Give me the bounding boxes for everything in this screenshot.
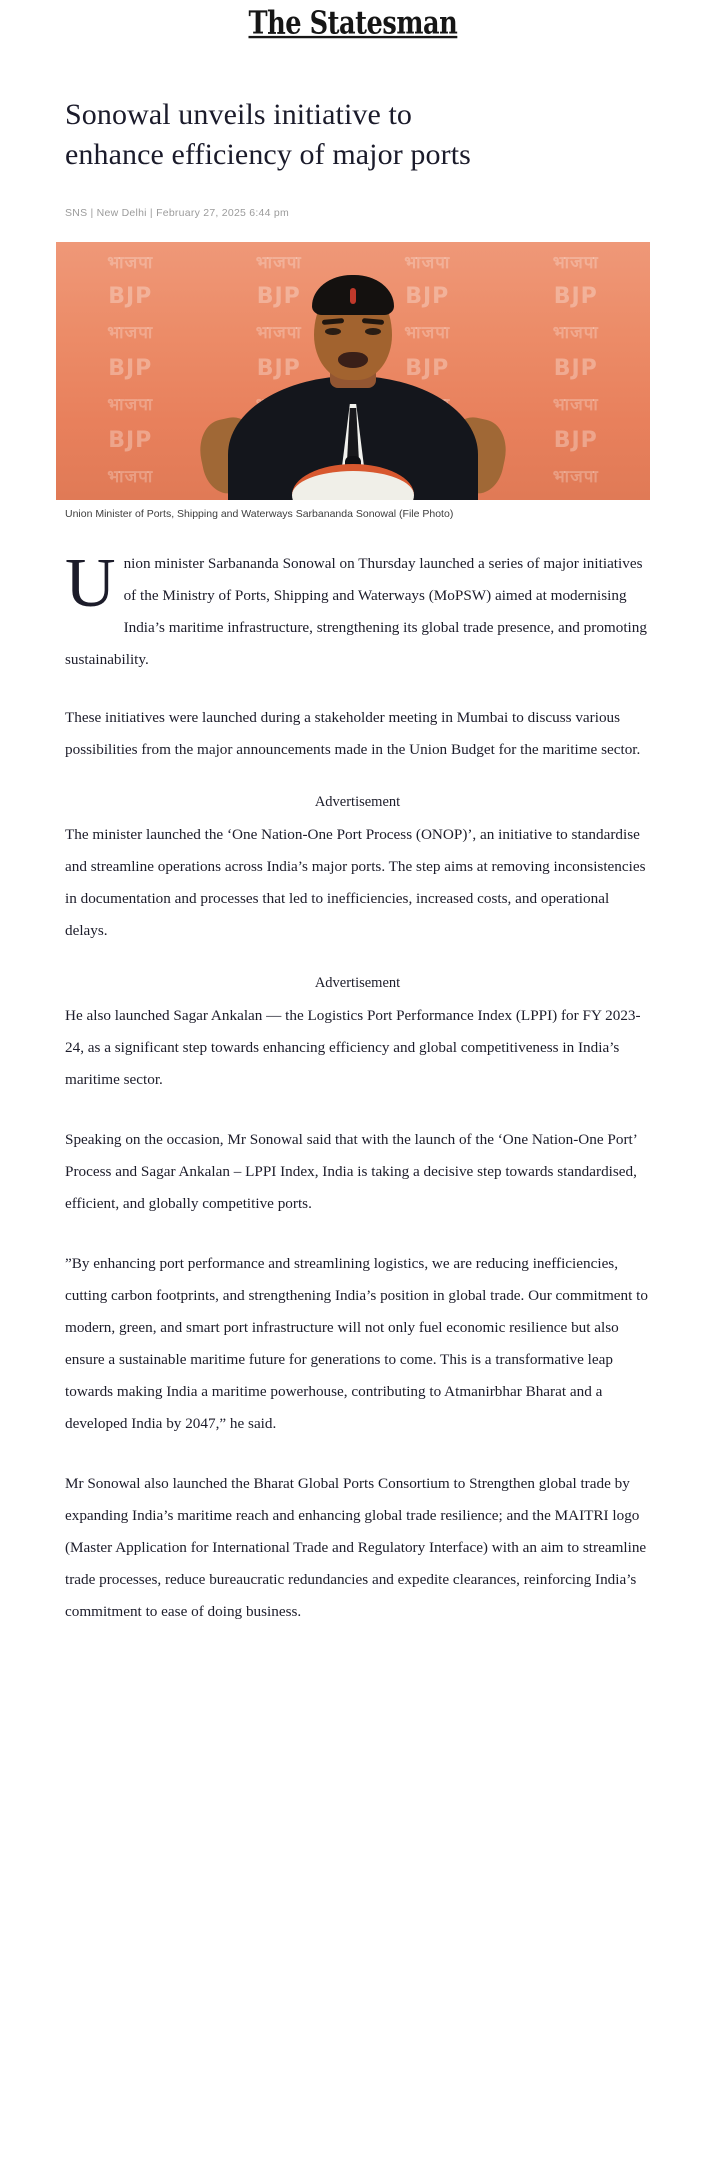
article-image xyxy=(56,242,650,500)
article-figure xyxy=(56,242,650,522)
backdrop-text-row: भाजपा भाजपा xyxy=(107,395,599,415)
paragraph: ”By enhancing port performance and streamlining logistics, we are reducing inefficiencies, cutting carbon footprints, and strengthening India’s position in global trade. Our commitment to modern, green, and smart port infrastructure will not only fuel economic resilience but also ensure a sustainable maritime future for generations to come. This is a transformative leap towards making India a maritime powerhouse, contributing to Atmanirbhar Bharat and a developed India by 2047,” he said. xyxy=(65,1255,648,1432)
paragraph: Union minister Sarbananda Sonowal on Thursday launched a series of major initiatives of the Ministry of Ports, Shipping and Waterways (MoPSW) aimed at modernising India’s maritime infrastructure, strengthening its global trade presence, and promoting sustainability. xyxy=(65,545,647,668)
backdrop-text-row: BJP BJP BJP BJP xyxy=(108,284,598,309)
paragraph: He also launched Sagar Ankalan — the Logistics Port Performance Index (LPPI) for FY 2023-24, as a significant step towards enhancing efficiency and global competitiveness in India’s maritime sector. xyxy=(65,1007,641,1088)
mouth xyxy=(338,352,368,368)
left-eye xyxy=(325,328,341,335)
page-title: Sonowal unveils initiative to enhance efficiency of major ports xyxy=(65,98,471,171)
backdrop-text-row: भाजपा भाजपा भाजपा भाजपा xyxy=(107,323,599,343)
site-logo[interactable]: The Statesman xyxy=(248,5,458,42)
article-container xyxy=(0,95,706,1628)
advertisement-label: Advertisement xyxy=(314,794,401,810)
tilak-mark xyxy=(350,288,356,304)
backdrop-text-row: भाजपा भाजपा xyxy=(107,467,599,487)
article-byline: SNS | New Delhi | February 27, 2025 6:44 pm xyxy=(65,207,289,219)
paragraph: The minister launched the ‘One Nation-One Port Process (ONOP)’, an initiative to standardise and streamline operations across India’s major ports. The step aims at removing inconsistencies in documentation and processes that led to inefficiencies, increased costs, and operational delays. xyxy=(65,826,646,939)
paragraph: Speaking on the occasion, Mr Sonowal said that with the launch of the ‘One Nation-One Port’ Process and Sagar Ankalan – LPPI Index, India is taking a decisive step towards standardised, efficient, and globally competitive ports. xyxy=(65,1131,637,1212)
backdrop-text-row: BJP BJP xyxy=(108,428,598,453)
advertisement-label: Advertisement xyxy=(314,975,401,991)
article-body xyxy=(65,545,650,1628)
backdrop-text-row: BJP BJP BJP BJP xyxy=(108,356,598,381)
paragraph: Mr Sonowal also launched the Bharat Global Ports Consortium to Strengthen global trade by expanding India’s maritime reach and enhancing global trade resilience; and the MAITRI logo (Master Application for International Trade and Regulatory Interface) with an aim to streamline trade processes, reduce bureaucratic redundancies and expedite clearances, reinforcing India’s commitment to ease of doing business. xyxy=(65,1475,647,1620)
site-masthead xyxy=(0,0,706,43)
paragraph: These initiatives were launched during a stakeholder meeting in Mumbai to discuss various possibilities from the major announcements made in the Union Budget for the maritime sector. xyxy=(65,709,641,758)
right-eye xyxy=(365,328,381,335)
photo-subject xyxy=(56,242,650,500)
image-caption: Union Minister of Ports, Shipping and Waterways Sarbananda Sonowal (File Photo) xyxy=(65,508,454,520)
backdrop-text-row: भाजपा भाजपा भाजपा भाजपा xyxy=(107,253,599,273)
